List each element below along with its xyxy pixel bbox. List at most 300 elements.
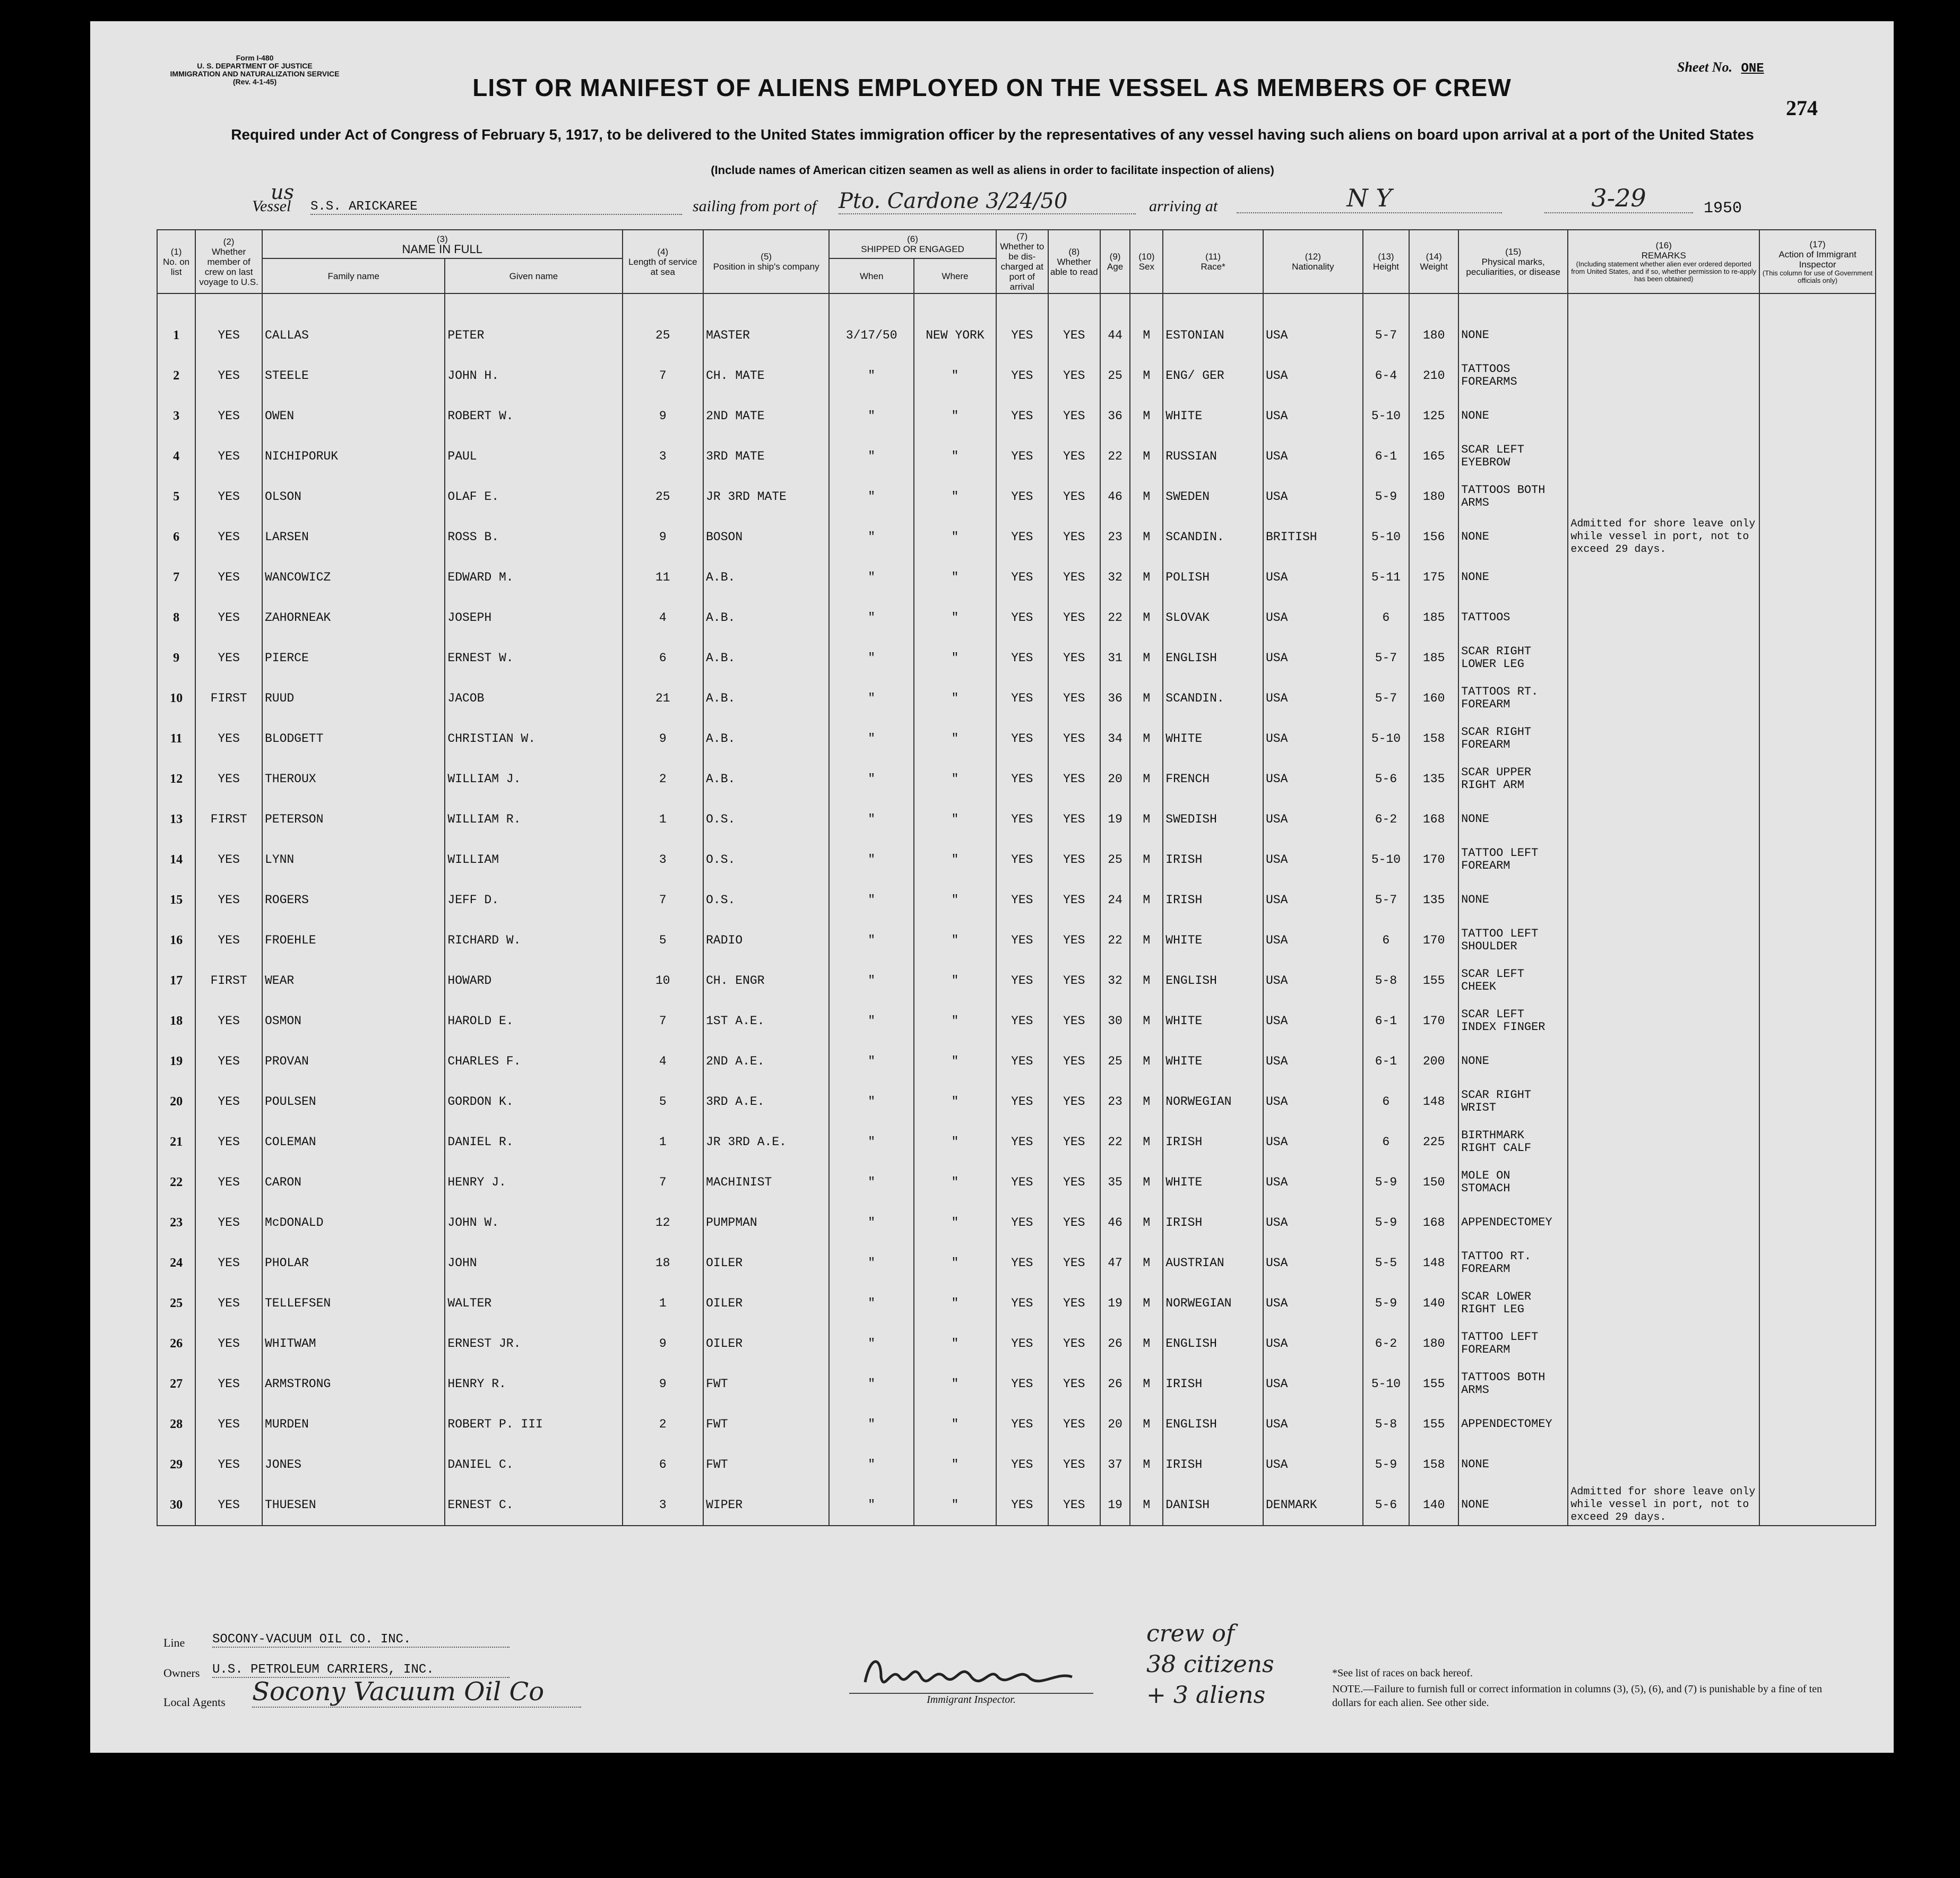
crew-sex: M xyxy=(1130,759,1163,799)
crew-no: 2 xyxy=(157,356,195,396)
department-name: U. S. DEPARTMENT OF JUSTICE xyxy=(197,62,313,70)
crew-physical-marks: TATTOOS BOTH ARMS xyxy=(1458,477,1568,517)
crew-position: WIPER xyxy=(703,1485,829,1526)
crew-shipped-where: " xyxy=(914,920,996,960)
crew-shipped-when: " xyxy=(829,678,914,719)
crew-shipped-when: " xyxy=(829,638,914,678)
crew-inspector-action xyxy=(1759,719,1876,759)
header-name-in-full: (3) NAME IN FULL xyxy=(262,230,623,258)
crew-shipped-when: " xyxy=(829,920,914,960)
crew-inspector-action xyxy=(1759,1081,1876,1122)
crew-row xyxy=(157,840,1876,880)
document-title: LIST OR MANIFEST OF ALIENS EMPLOYED ON THE VESSEL AS MEMBERS OF CREW xyxy=(472,74,1512,101)
crew-row xyxy=(157,920,1876,960)
crew-sex: M xyxy=(1130,436,1163,477)
header-when: When xyxy=(829,258,914,293)
crew-age: 32 xyxy=(1100,557,1130,598)
crew-weight: 200 xyxy=(1409,1041,1458,1081)
sheet-value: ONE xyxy=(1741,62,1764,76)
crew-nationality: USA xyxy=(1263,1122,1363,1162)
crew-no: 8 xyxy=(157,598,195,638)
crew-position: 1ST A.E. xyxy=(703,1001,829,1041)
crew-height: 6-2 xyxy=(1363,1323,1410,1364)
crew-age: 25 xyxy=(1100,1041,1130,1081)
crew-shipped-when: " xyxy=(829,1243,914,1283)
crew-given-name: WILLIAM R. xyxy=(445,799,622,840)
crew-shipped-where: " xyxy=(914,1041,996,1081)
header-inspector-action: (17) Action of Immigrant Inspector (This column for use of Government officials only) xyxy=(1759,230,1876,293)
crew-age: 23 xyxy=(1100,517,1130,557)
crew-weight: 158 xyxy=(1409,1444,1458,1485)
crew-shipped-when: " xyxy=(829,436,914,477)
header-remarks: (16) REMARKS (Including statement whether alien ever ordered deported from United States, and if so, whether permission to re-apply has been obtained) xyxy=(1568,230,1759,293)
crew-shipped-where: " xyxy=(914,719,996,759)
crew-remarks xyxy=(1568,799,1759,840)
crew-row xyxy=(157,598,1876,638)
crew-age: 26 xyxy=(1100,1364,1130,1404)
crew-height: 5-11 xyxy=(1363,557,1410,598)
crew-height: 5-6 xyxy=(1363,1485,1410,1526)
sailing-label: sailing from port of xyxy=(693,197,817,215)
crew-remarks xyxy=(1568,960,1759,1001)
crew-height: 5-6 xyxy=(1363,759,1410,799)
crew-sex: M xyxy=(1130,1081,1163,1122)
crew-length-of-service: 21 xyxy=(623,678,704,719)
crew-manifest-table xyxy=(157,229,1876,1526)
crew-position: PUMPMAN xyxy=(703,1202,829,1243)
crew-remarks xyxy=(1568,293,1759,356)
crew-sex: M xyxy=(1130,1323,1163,1364)
crew-given-name: JACOB xyxy=(445,678,622,719)
crew-race: IRISH xyxy=(1163,1444,1263,1485)
crew-sex: M xyxy=(1130,1485,1163,1526)
crew-height: 5-9 xyxy=(1363,1444,1410,1485)
crew-shipped-when: " xyxy=(829,396,914,436)
crew-discharged: YES xyxy=(996,517,1048,557)
crew-no: 18 xyxy=(157,1001,195,1041)
crew-shipped-when: " xyxy=(829,1444,914,1485)
crew-weight: 175 xyxy=(1409,557,1458,598)
header-nationality: (12) Nationality xyxy=(1263,230,1363,293)
crew-nationality: USA xyxy=(1263,678,1363,719)
crew-length-of-service: 10 xyxy=(623,960,704,1001)
crew-race: WHITE xyxy=(1163,1162,1263,1202)
crew-height: 5-8 xyxy=(1363,960,1410,1001)
crew-position: OILER xyxy=(703,1283,829,1323)
crew-physical-marks: NONE xyxy=(1458,293,1568,356)
crew-able-to-read: YES xyxy=(1048,1162,1100,1202)
crew-remarks xyxy=(1568,678,1759,719)
crew-physical-marks: MOLE ON STOMACH xyxy=(1458,1162,1568,1202)
crew-weight: 156 xyxy=(1409,517,1458,557)
crew-position: OILER xyxy=(703,1243,829,1283)
crew-member-last-voyage: YES xyxy=(195,517,262,557)
crew-member-last-voyage: YES xyxy=(195,1364,262,1404)
crew-family-name: CARON xyxy=(262,1162,445,1202)
crew-remarks: Admitted for shore leave only while vessel in port, not to exceed 29 days. xyxy=(1568,1485,1759,1526)
crew-physical-marks: TATTOO RT. FOREARM xyxy=(1458,1243,1568,1283)
crew-remarks xyxy=(1568,759,1759,799)
crew-given-name: ROBERT W. xyxy=(445,396,622,436)
crew-discharged: YES xyxy=(996,1323,1048,1364)
crew-inspector-action xyxy=(1759,598,1876,638)
crew-nationality: USA xyxy=(1263,1162,1363,1202)
crew-shipped-when: " xyxy=(829,960,914,1001)
crew-sex: M xyxy=(1130,517,1163,557)
crew-height: 5-9 xyxy=(1363,477,1410,517)
crew-able-to-read: YES xyxy=(1048,920,1100,960)
crew-height: 5-9 xyxy=(1363,1162,1410,1202)
crew-row xyxy=(157,557,1876,598)
crew-discharged: YES xyxy=(996,1001,1048,1041)
crew-sex: M xyxy=(1130,880,1163,920)
crew-weight: 148 xyxy=(1409,1081,1458,1122)
crew-race: IRISH xyxy=(1163,840,1263,880)
crew-shipped-where: " xyxy=(914,638,996,678)
crew-given-name: ROSS B. xyxy=(445,517,622,557)
crew-weight: 125 xyxy=(1409,396,1458,436)
crew-position: 3RD A.E. xyxy=(703,1081,829,1122)
crew-able-to-read: YES xyxy=(1048,396,1100,436)
crew-physical-marks: TATTOOS RT. FOREARM xyxy=(1458,678,1568,719)
crew-sex: M xyxy=(1130,1001,1163,1041)
crew-shipped-where: " xyxy=(914,477,996,517)
crew-nationality: USA xyxy=(1263,799,1363,840)
crew-race: ENGLISH xyxy=(1163,1404,1263,1444)
crew-physical-marks: APPENDECTOMEY xyxy=(1458,1202,1568,1243)
crew-able-to-read: YES xyxy=(1048,1202,1100,1243)
crew-age: 46 xyxy=(1100,477,1130,517)
crew-remarks xyxy=(1568,356,1759,396)
vessel-name: S.S. ARICKAREE xyxy=(310,200,682,215)
crew-count-note xyxy=(1146,1619,1274,1711)
crew-family-name: JONES xyxy=(262,1444,445,1485)
crew-physical-marks: TATTOOS BOTH ARMS xyxy=(1458,1364,1568,1404)
crew-able-to-read: YES xyxy=(1048,759,1100,799)
crew-length-of-service: 25 xyxy=(623,293,704,356)
page-number: 274 xyxy=(1786,96,1818,120)
crew-discharged: YES xyxy=(996,719,1048,759)
crew-discharged: YES xyxy=(996,1364,1048,1404)
crew-sex: M xyxy=(1130,1364,1163,1404)
crew-rows xyxy=(157,293,1876,1526)
crew-height: 6-1 xyxy=(1363,1001,1410,1041)
crew-age: 25 xyxy=(1100,356,1130,396)
crew-length-of-service: 4 xyxy=(623,1041,704,1081)
crew-race: ENG/ GER xyxy=(1163,356,1263,396)
crew-row xyxy=(157,436,1876,477)
crew-discharged: YES xyxy=(996,598,1048,638)
crew-discharged: YES xyxy=(996,960,1048,1001)
crew-shipped-where: " xyxy=(914,1364,996,1404)
crew-given-name: HAROLD E. xyxy=(445,1001,622,1041)
crew-shipped-where: " xyxy=(914,678,996,719)
crew-shipped-where: " xyxy=(914,1243,996,1283)
crew-age: 34 xyxy=(1100,719,1130,759)
crew-weight: 185 xyxy=(1409,598,1458,638)
crew-able-to-read: YES xyxy=(1048,1444,1100,1485)
crew-row xyxy=(157,1243,1876,1283)
crew-nationality: USA xyxy=(1263,1001,1363,1041)
crew-given-name: JOHN xyxy=(445,1243,622,1283)
crew-able-to-read: YES xyxy=(1048,1041,1100,1081)
crew-given-name: HENRY R. xyxy=(445,1364,622,1404)
crew-inspector-action xyxy=(1759,1001,1876,1041)
crew-nationality: USA xyxy=(1263,840,1363,880)
header-position: (5) Position in ship's company xyxy=(703,230,829,293)
crew-shipped-where: " xyxy=(914,557,996,598)
crew-nationality: USA xyxy=(1263,436,1363,477)
crew-sex: M xyxy=(1130,1122,1163,1162)
crew-no: 11 xyxy=(157,719,195,759)
crew-inspector-action xyxy=(1759,799,1876,840)
crew-length-of-service: 1 xyxy=(623,1122,704,1162)
crew-discharged: YES xyxy=(996,880,1048,920)
crew-shipped-where: " xyxy=(914,436,996,477)
crew-remarks xyxy=(1568,719,1759,759)
crew-no: 26 xyxy=(157,1323,195,1364)
crew-remarks xyxy=(1568,840,1759,880)
crew-member-last-voyage: FIRST xyxy=(195,960,262,1001)
crew-row xyxy=(157,1444,1876,1485)
crew-physical-marks: SCAR RIGHT FOREARM xyxy=(1458,719,1568,759)
crew-no: 3 xyxy=(157,396,195,436)
crew-physical-marks: SCAR RIGHT WRIST xyxy=(1458,1081,1568,1122)
crew-age: 19 xyxy=(1100,1283,1130,1323)
crew-nationality: USA xyxy=(1263,1323,1363,1364)
crew-weight: 140 xyxy=(1409,1283,1458,1323)
crew-row xyxy=(157,1364,1876,1404)
crew-length-of-service: 6 xyxy=(623,1444,704,1485)
crew-shipped-where: " xyxy=(914,356,996,396)
crew-height: 5-5 xyxy=(1363,1243,1410,1283)
crew-physical-marks: SCAR LEFT EYEBROW xyxy=(1458,436,1568,477)
crew-race: NORWEGIAN xyxy=(1163,1283,1263,1323)
crew-shipped-when: " xyxy=(829,880,914,920)
crew-position: FWT xyxy=(703,1404,829,1444)
crew-shipped-when: " xyxy=(829,840,914,880)
crew-weight: 148 xyxy=(1409,1243,1458,1283)
crew-family-name: FROEHLE xyxy=(262,920,445,960)
header-where: Where xyxy=(914,258,996,293)
crew-inspector-action xyxy=(1759,396,1876,436)
crew-member-last-voyage: FIRST xyxy=(195,678,262,719)
header-member-last-voyage: (2) Whether member of crew on last voyage to U.S. xyxy=(195,230,262,293)
crew-remarks xyxy=(1568,1283,1759,1323)
crew-inspector-action xyxy=(1759,1444,1876,1485)
crew-weight: 168 xyxy=(1409,799,1458,840)
crew-remarks xyxy=(1568,920,1759,960)
crew-physical-marks: TATTOO LEFT SHOULDER xyxy=(1458,920,1568,960)
crew-length-of-service: 25 xyxy=(623,477,704,517)
crew-shipped-when: " xyxy=(829,1485,914,1526)
crew-family-name: LYNN xyxy=(262,840,445,880)
crew-able-to-read: YES xyxy=(1048,678,1100,719)
crew-member-last-voyage: YES xyxy=(195,1404,262,1444)
crew-no: 15 xyxy=(157,880,195,920)
crew-height: 6 xyxy=(1363,1081,1410,1122)
agents-label: Local Agents xyxy=(163,1695,226,1709)
crew-family-name: McDONALD xyxy=(262,1202,445,1243)
crew-length-of-service: 5 xyxy=(623,920,704,960)
crew-nationality: USA xyxy=(1263,1081,1363,1122)
crew-member-last-voyage: YES xyxy=(195,436,262,477)
crew-given-name: GORDON K. xyxy=(445,1081,622,1122)
crew-note-line-3: + 3 aliens xyxy=(1146,1682,1266,1709)
crew-given-name: JOHN W. xyxy=(445,1202,622,1243)
crew-able-to-read: YES xyxy=(1048,799,1100,840)
crew-shipped-when: " xyxy=(829,1364,914,1404)
crew-discharged: YES xyxy=(996,1485,1048,1526)
crew-physical-marks: NONE xyxy=(1458,799,1568,840)
crew-row xyxy=(157,1283,1876,1323)
crew-row xyxy=(157,880,1876,920)
crew-shipped-where: " xyxy=(914,1001,996,1041)
crew-shipped-when: " xyxy=(829,1162,914,1202)
document-subtitle: Required under Act of Congress of February 5, 1917, to be delivered to the United States immigration officer by the representatives of any vessel having such aliens on board upon arrival at a port of the United States xyxy=(231,126,1754,143)
crew-nationality: USA xyxy=(1263,960,1363,1001)
crew-member-last-voyage: YES xyxy=(195,920,262,960)
crew-no: 23 xyxy=(157,1202,195,1243)
crew-family-name: NICHIPORUK xyxy=(262,436,445,477)
crew-physical-marks: NONE xyxy=(1458,1041,1568,1081)
crew-position: A.B. xyxy=(703,557,829,598)
crew-length-of-service: 9 xyxy=(623,517,704,557)
crew-height: 5-7 xyxy=(1363,880,1410,920)
crew-shipped-where: " xyxy=(914,880,996,920)
crew-nationality: USA xyxy=(1263,396,1363,436)
crew-no: 30 xyxy=(157,1485,195,1526)
crew-length-of-service: 9 xyxy=(623,719,704,759)
crew-race: SWEDEN xyxy=(1163,477,1263,517)
crew-age: 22 xyxy=(1100,1122,1130,1162)
crew-position: A.B. xyxy=(703,598,829,638)
crew-family-name: WHITWAM xyxy=(262,1323,445,1364)
crew-height: 5-10 xyxy=(1363,1364,1410,1404)
line-label: Line xyxy=(163,1636,185,1649)
crew-shipped-when: " xyxy=(829,719,914,759)
crew-inspector-action xyxy=(1759,840,1876,880)
crew-able-to-read: YES xyxy=(1048,880,1100,920)
crew-sex: M xyxy=(1130,678,1163,719)
crew-no: 16 xyxy=(157,920,195,960)
crew-discharged: YES xyxy=(996,1162,1048,1202)
crew-position: RADIO xyxy=(703,920,829,960)
crew-height: 6-1 xyxy=(1363,436,1410,477)
crew-race: SWEDISH xyxy=(1163,799,1263,840)
crew-weight: 180 xyxy=(1409,477,1458,517)
crew-row xyxy=(157,1162,1876,1202)
crew-shipped-where: " xyxy=(914,1081,996,1122)
crew-member-last-voyage: YES xyxy=(195,840,262,880)
crew-race: IRISH xyxy=(1163,880,1263,920)
crew-race: NORWEGIAN xyxy=(1163,1081,1263,1122)
crew-weight: 170 xyxy=(1409,840,1458,880)
crew-shipped-where: " xyxy=(914,1404,996,1444)
crew-able-to-read: YES xyxy=(1048,557,1100,598)
crew-age: 36 xyxy=(1100,396,1130,436)
crew-family-name: OSMON xyxy=(262,1001,445,1041)
crew-given-name: DANIEL C. xyxy=(445,1444,622,1485)
crew-height: 5-10 xyxy=(1363,719,1410,759)
sheet-label: Sheet No. xyxy=(1677,59,1732,75)
crew-nationality: USA xyxy=(1263,293,1363,356)
crew-sex: M xyxy=(1130,638,1163,678)
crew-race: AUSTRIAN xyxy=(1163,1243,1263,1283)
crew-no: 6 xyxy=(157,517,195,557)
crew-able-to-read: YES xyxy=(1048,477,1100,517)
crew-sex: M xyxy=(1130,1202,1163,1243)
crew-given-name: ROBERT P. III xyxy=(445,1404,622,1444)
crew-shipped-when: " xyxy=(829,598,914,638)
crew-row xyxy=(157,678,1876,719)
crew-race: ENGLISH xyxy=(1163,960,1263,1001)
crew-length-of-service: 5 xyxy=(623,1081,704,1122)
crew-nationality: USA xyxy=(1263,880,1363,920)
crew-length-of-service: 4 xyxy=(623,598,704,638)
crew-weight: 150 xyxy=(1409,1162,1458,1202)
crew-given-name: ERNEST JR. xyxy=(445,1323,622,1364)
crew-family-name: THUESEN xyxy=(262,1485,445,1526)
crew-weight: 210 xyxy=(1409,356,1458,396)
crew-no: 27 xyxy=(157,1364,195,1404)
crew-family-name: PROVAN xyxy=(262,1041,445,1081)
header-no-on-list: (1) No. on list xyxy=(157,230,195,293)
crew-height: 5-7 xyxy=(1363,638,1410,678)
crew-length-of-service: 2 xyxy=(623,759,704,799)
crew-able-to-read: YES xyxy=(1048,638,1100,678)
crew-weight: 170 xyxy=(1409,1001,1458,1041)
crew-no: 14 xyxy=(157,840,195,880)
crew-age: 22 xyxy=(1100,436,1130,477)
crew-height: 6 xyxy=(1363,598,1410,638)
note-label: NOTE. xyxy=(1332,1683,1363,1695)
crew-discharged: YES xyxy=(996,920,1048,960)
crew-shipped-when: " xyxy=(829,477,914,517)
header-able-to-read: (8) Whether able to read xyxy=(1048,230,1100,293)
crew-remarks xyxy=(1568,436,1759,477)
crew-nationality: USA xyxy=(1263,1283,1363,1323)
crew-inspector-action xyxy=(1759,557,1876,598)
crew-shipped-where: " xyxy=(914,1122,996,1162)
crew-given-name: JEFF D. xyxy=(445,880,622,920)
crew-length-of-service: 7 xyxy=(623,1001,704,1041)
crew-physical-marks: NONE xyxy=(1458,396,1568,436)
crew-length-of-service: 6 xyxy=(623,638,704,678)
arrival-date: 3-29 xyxy=(1544,184,1693,213)
crew-inspector-action xyxy=(1759,1404,1876,1444)
crew-able-to-read: YES xyxy=(1048,960,1100,1001)
crew-member-last-voyage: YES xyxy=(195,356,262,396)
crew-family-name: CALLAS xyxy=(262,293,445,356)
crew-row xyxy=(157,517,1876,557)
crew-age: 23 xyxy=(1100,1081,1130,1122)
crew-race: FRENCH xyxy=(1163,759,1263,799)
crew-remarks xyxy=(1568,880,1759,920)
form-number: Form I-480 xyxy=(236,54,274,62)
crew-age: 19 xyxy=(1100,799,1130,840)
crew-position: BOSON xyxy=(703,517,829,557)
crew-age: 35 xyxy=(1100,1162,1130,1202)
crew-length-of-service: 11 xyxy=(623,557,704,598)
crew-race: POLISH xyxy=(1163,557,1263,598)
crew-sex: M xyxy=(1130,1404,1163,1444)
crew-discharged: YES xyxy=(996,1041,1048,1081)
crew-weight: 155 xyxy=(1409,1364,1458,1404)
crew-remarks xyxy=(1568,1202,1759,1243)
crew-remarks xyxy=(1568,1404,1759,1444)
crew-height: 5-7 xyxy=(1363,293,1410,356)
